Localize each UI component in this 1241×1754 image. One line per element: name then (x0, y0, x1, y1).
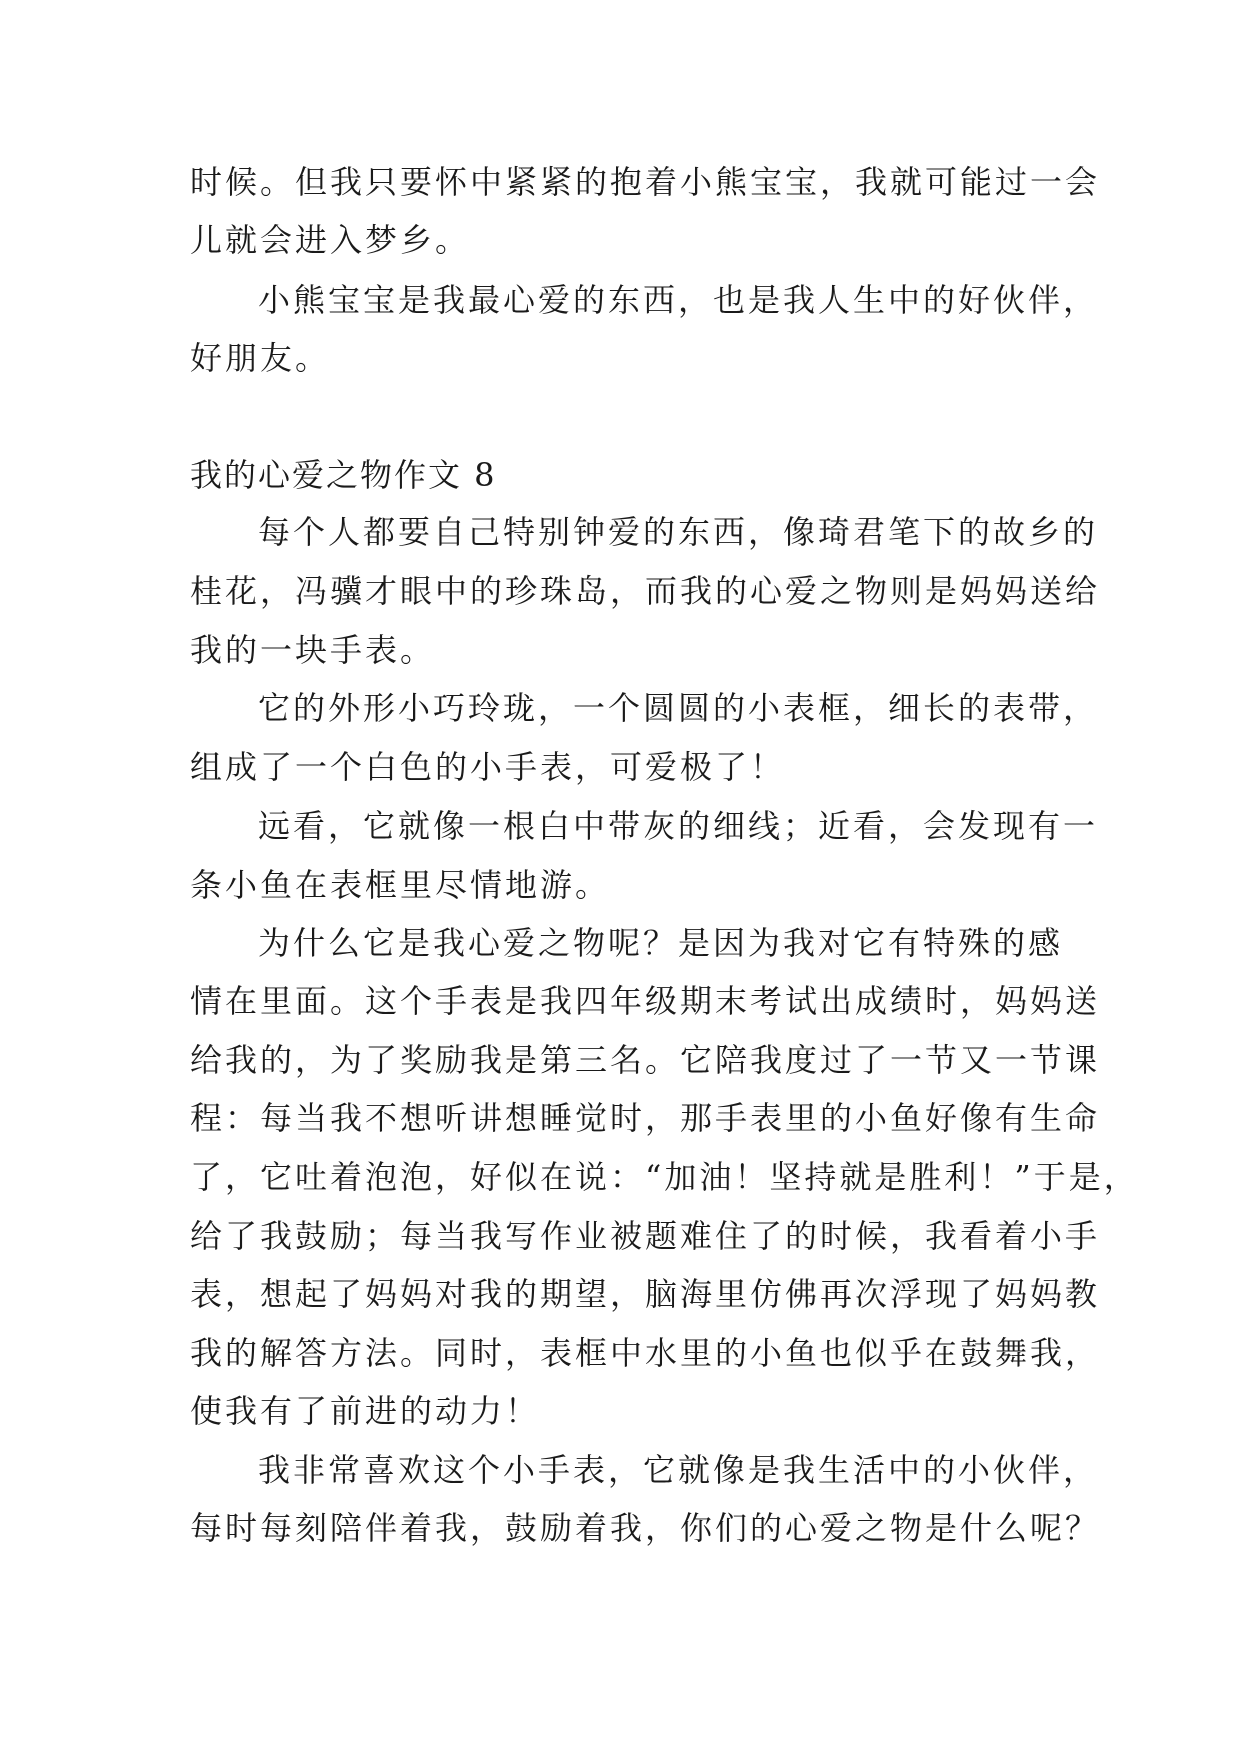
paragraph-line: 给我的，为了奖励我是第三名。它陪我度过了一节又一节课 (190, 1041, 1101, 1079)
paragraph-line: 我的解答方法。同时，表框中水里的小鱼也似乎在鼓舞我， (190, 1334, 1101, 1372)
paragraph-line: 条小鱼在表框里尽情地游。 (190, 866, 611, 904)
paragraph-line: 它的外形小巧玲珑，一个圆圆的小表框，细长的表带， (258, 689, 1099, 727)
paragraph-line: 我的一块手表。 (190, 631, 436, 669)
paragraph-line: 每时每刻陪伴着我，鼓励着我，你们的心爱之物是什么呢？ (190, 1509, 1101, 1547)
paragraph-line: 情在里面。这个手表是我四年级期末考试出成绩时，妈妈送 (190, 982, 1101, 1020)
paragraph-line: 小熊宝宝是我最心爱的东西，也是我人生中的好伙伴， (258, 281, 1099, 319)
paragraph-line: 远看，它就像一根白中带灰的细线；近看，会发现有一 (258, 807, 1099, 845)
paragraph-line: 给了我鼓励；每当我写作业被题难住了的时候，我看着小手 (190, 1217, 1101, 1255)
paragraph-line: 组成了一个白色的小手表，可爱极了！ (190, 748, 786, 786)
paragraph-line: 每个人都要自己特别钟爱的东西，像琦君笔下的故乡的 (258, 513, 1099, 551)
paragraph-line: 表，想起了妈妈对我的期望，脑海里仿佛再次浮现了妈妈教 (190, 1275, 1101, 1313)
paragraph-line: 时候。但我只要怀中紧紧的抱着小熊宝宝，我就可能过一会 (190, 163, 1101, 201)
paragraph-line: 桂花，冯骥才眼中的珍珠岛，而我的心爱之物则是妈妈送给 (190, 572, 1101, 610)
paragraph-line: 我非常喜欢这个小手表，它就像是我生活中的小伙伴， (258, 1451, 1099, 1489)
paragraph-line: 儿就会进入梦乡。 (190, 221, 471, 259)
paragraph-line: 好朋友。 (190, 339, 331, 377)
paragraph-line: 使我有了前进的动力！ (190, 1392, 541, 1430)
section-heading: 我的心爱之物作文 8 (190, 456, 497, 494)
paragraph-line: 程：每当我不想听讲想睡觉时，那手表里的小鱼好像有生命 (190, 1099, 1101, 1137)
paragraph-line: 为什么它是我心爱之物呢？是因为我对它有特殊的感 (258, 924, 1064, 962)
paragraph-line: 了，它吐着泡泡，好似在说：“加油！坚持就是胜利！”于是， (190, 1158, 1139, 1196)
